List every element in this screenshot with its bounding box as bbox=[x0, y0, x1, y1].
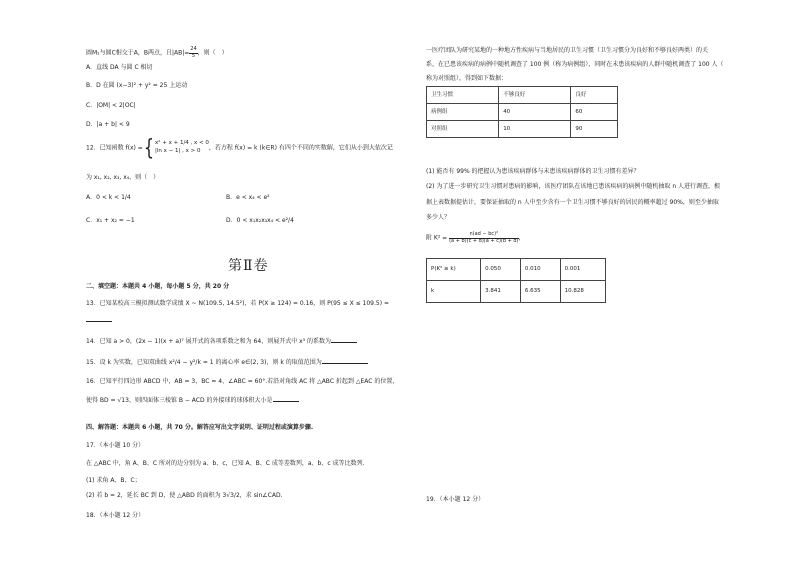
q19-title: 19．（本小题 12 分） bbox=[426, 496, 485, 503]
q12-option-d: D．0 < x₁x₂x₃x₄ < e²/4 bbox=[226, 217, 294, 224]
q18-intro-line1: 一医疗团队为研究某地的一种地方性疾病与当地居民的卫生习惯（卫生习惯分为良好和不够良好两类）的关 bbox=[426, 47, 709, 54]
section-2-title: 第Ⅱ卷 bbox=[228, 258, 269, 274]
q13-blank-line bbox=[86, 316, 112, 322]
q16-blank-line bbox=[273, 396, 299, 402]
table-cell: 病例组 bbox=[427, 104, 499, 121]
q11-option-c: C．|OM| < 2|OC| bbox=[86, 102, 136, 109]
table-cell: 0.001 bbox=[560, 259, 605, 281]
q18-intro-line3: 称为对照组），得到如下数据： bbox=[426, 75, 508, 82]
table-cell: 10 bbox=[499, 121, 571, 138]
formula-suffix: ， bbox=[518, 234, 525, 242]
q14-blank-line bbox=[331, 337, 357, 343]
q17-line1: 在 △ABC 中，角 A、B、C 所对的边分别为 a、b、c，已知 A、B、C 成等差数列，a、b、c 成等比数列. bbox=[86, 460, 365, 467]
q15-text: 15．设 k 为实数，已知双曲线 x²/4 − y²/k = 1 的离心率 e∈(2, 3)，则 k 的取值范围为 bbox=[86, 359, 322, 366]
table-row bbox=[427, 281, 606, 303]
q18-part2-line2: 据上表数据提估计，要保证抽取的 n 人中至少含有一个卫生习惯不够良好的居民的概率超过 90%，则至少抽取 bbox=[426, 199, 719, 206]
q18-part2-line1: (2) 为了进一步研究卫生习惯对患病的影响，该医疗团队在该地已患该疾病的病例中随机抽取 n 人进行调查，根 bbox=[426, 183, 721, 190]
table-cell: 40 bbox=[499, 104, 571, 121]
formula-num: n(ad − bc)² bbox=[449, 232, 518, 239]
q11-fraction bbox=[189, 47, 197, 59]
table-cell: P(K² ≥ k) bbox=[427, 259, 481, 281]
formula-prefix: 附 K² = bbox=[426, 234, 448, 242]
q18-part2-line3: 多少人？ bbox=[426, 214, 451, 221]
q12-case1: x² + x + 1/4 , x < 0 bbox=[155, 140, 209, 147]
q13 bbox=[86, 300, 389, 308]
q17-title: 17．（本小题 10 分） bbox=[86, 442, 145, 449]
q12-option-c: C．x₁ + x₂ = −1 bbox=[86, 217, 135, 224]
table-cell: 90 bbox=[571, 121, 618, 138]
formula bbox=[426, 232, 525, 244]
q11-option-a: A．直线 DA 与圆 C 相切 bbox=[86, 64, 153, 71]
q15 bbox=[86, 358, 368, 367]
q13-text: 13．已知某校高三模拟测试数学成绩 X ~ N(109.5, 14.5²)，若 P(X ≥ 124) = 0.16，则 P(95 ≤ X ≤ 109.5) = bbox=[86, 300, 389, 307]
table-cell: 0.050 bbox=[481, 259, 521, 281]
q11-frac-den: 5 bbox=[191, 52, 196, 59]
table-row bbox=[427, 259, 606, 281]
q16-line2-text: 使得 BD = √13，则四面体三棱锥 B − ACD 的外接球的球体积大小是 bbox=[86, 397, 273, 404]
q12-brace: { bbox=[143, 134, 155, 161]
table-cell: 对照组 bbox=[427, 121, 499, 138]
q12-cases bbox=[155, 140, 209, 155]
table-cell: 0.010 bbox=[520, 259, 560, 281]
q12-intro: 12．已知函数 f(x) = bbox=[86, 144, 143, 152]
q11-option-b: B．D 在圆 (x−3)² + y² = 25 上运动 bbox=[86, 82, 188, 89]
table-cell: 60 bbox=[571, 104, 618, 121]
q11-frac-num: 24 bbox=[190, 46, 197, 52]
q13-blank bbox=[86, 316, 112, 325]
q11-intro-text: 圆M₁与圆C相交于A，B两点，且|AB|= bbox=[86, 49, 190, 57]
q12-case2: |ln x − 1| , x > 0 bbox=[155, 148, 201, 154]
fill-in-header: 二、填空题：本题共 4 小题，每小题 5 分，共 20 分 bbox=[86, 283, 230, 290]
q14 bbox=[86, 337, 357, 346]
q14-text: 14．已知 a > 0，(2x − 1)(x + a)⁷ 展开式的各项系数之和为 64，则展开式中 x³ 的系数为 bbox=[86, 338, 331, 345]
q15-blank-line bbox=[322, 358, 368, 364]
q12-stem bbox=[86, 134, 393, 161]
q12-line2: 为 x₁, x₂, x₃, x₄，则（ ） bbox=[86, 174, 160, 181]
q17-part2: (2) 若 b = 2，延长 BC 到 D，使 △ABD 的面积为 3√3/2，求 sin∠CAD. bbox=[86, 492, 283, 499]
table-cell: 6.635 bbox=[520, 281, 560, 303]
q11-option-d: D．|a + b| < 9 bbox=[86, 121, 130, 128]
q12-option-b: B．e < x₄ < e² bbox=[226, 194, 270, 201]
q11-intro bbox=[86, 47, 228, 59]
table-cell: 10.828 bbox=[560, 281, 605, 303]
formula-den: (a + b)(c + d)(a + c)(b + d) bbox=[449, 237, 519, 244]
q17-part1: (1) 求角 A、B、C； bbox=[86, 477, 141, 484]
table-cell: 3.841 bbox=[481, 281, 521, 303]
q16-line1: 16．已知平行四边形 ABCD 中，AB = 3，BC = 4，∠ABC = 60°.若沿对角线 AC 将 △ABC 折起到 △EAC 的位置， bbox=[86, 378, 399, 385]
q11-end: ，则（ ） bbox=[197, 49, 228, 57]
critical-value-table bbox=[426, 258, 606, 303]
table-row bbox=[427, 121, 618, 138]
table-cell: 不够良好 bbox=[499, 87, 571, 104]
answer-header: 四、解答题：本题共 6 小题，共 70 分。解答应写出文字说明、证明过程或演算步骤. bbox=[86, 424, 314, 431]
q18-title: 18．（本小题 12 分） bbox=[86, 512, 145, 519]
q18-intro-line2: 系，在已患该疾病的病例中随机调查了 100 例（称为病例组），同时在未患该疾病的人群中随机调查了 100 人（ bbox=[426, 61, 724, 68]
table-cell: 卫生习惯 bbox=[427, 87, 499, 104]
q16-line2 bbox=[86, 396, 299, 405]
habit-table bbox=[426, 86, 618, 138]
formula-fraction bbox=[449, 232, 518, 244]
table-cell: k bbox=[427, 281, 481, 303]
table-row bbox=[427, 104, 618, 121]
q12-option-a: A．0 < k < 1/4 bbox=[86, 194, 131, 201]
table-cell: 良好 bbox=[571, 87, 618, 104]
q18-part1: (1) 能否有 99% 的把握认为患该疾病群体与未患该疾病群体的卫生习惯有差异？ bbox=[426, 168, 640, 175]
q12-mid: ，若方程 f(x) = k (k∈R) 有四个不同的实数解，它们从小到大依次记 bbox=[208, 144, 393, 152]
table-row bbox=[427, 87, 618, 104]
